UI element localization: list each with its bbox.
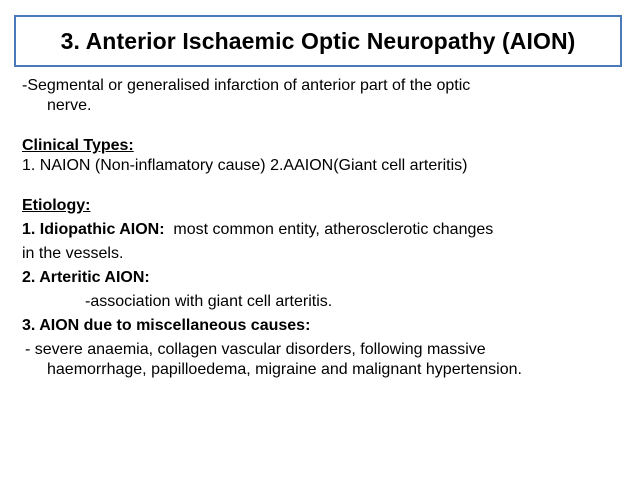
clinical-types-text: 1. NAION (Non-inflamatory cause) 2.AAION(Giant cell arteritis) bbox=[22, 157, 468, 174]
title-box bbox=[14, 15, 622, 67]
intro-line-2: nerve. bbox=[47, 97, 92, 114]
slide-title: 3. Anterior Ischaemic Optic Neuropathy (AION) bbox=[60, 27, 576, 54]
etiology-item-3-label: 3. AION due to miscellaneous causes: bbox=[22, 317, 311, 334]
etiology-heading: Etiology: bbox=[22, 197, 91, 214]
clinical-types-heading: Clinical Types: bbox=[22, 137, 134, 154]
etiology-item-3-line-2: haemorrhage, papilloedema, migraine and malignant hypertension. bbox=[47, 361, 522, 378]
etiology-item-2-text: -association with giant cell arteritis. bbox=[85, 293, 333, 310]
etiology-item-1 bbox=[22, 220, 630, 240]
etiology-item-3-line-1: - severe anaemia, collagen vascular disorders, following massive bbox=[25, 341, 486, 358]
etiology-item-2-label: 2. Arteritic AION: bbox=[22, 269, 150, 286]
etiology-item-1-label: 1. Idiopathic AION: bbox=[22, 221, 165, 238]
etiology-item-1-text: most common entity, atherosclerotic changes bbox=[164, 221, 494, 238]
etiology-item-1-cont: in the vessels. bbox=[22, 245, 124, 262]
intro-line-1: -Segmental or generalised infarction of anterior part of the optic bbox=[22, 77, 471, 94]
slide-body bbox=[22, 76, 630, 380]
spacer bbox=[22, 116, 630, 136]
spacer bbox=[22, 176, 630, 196]
